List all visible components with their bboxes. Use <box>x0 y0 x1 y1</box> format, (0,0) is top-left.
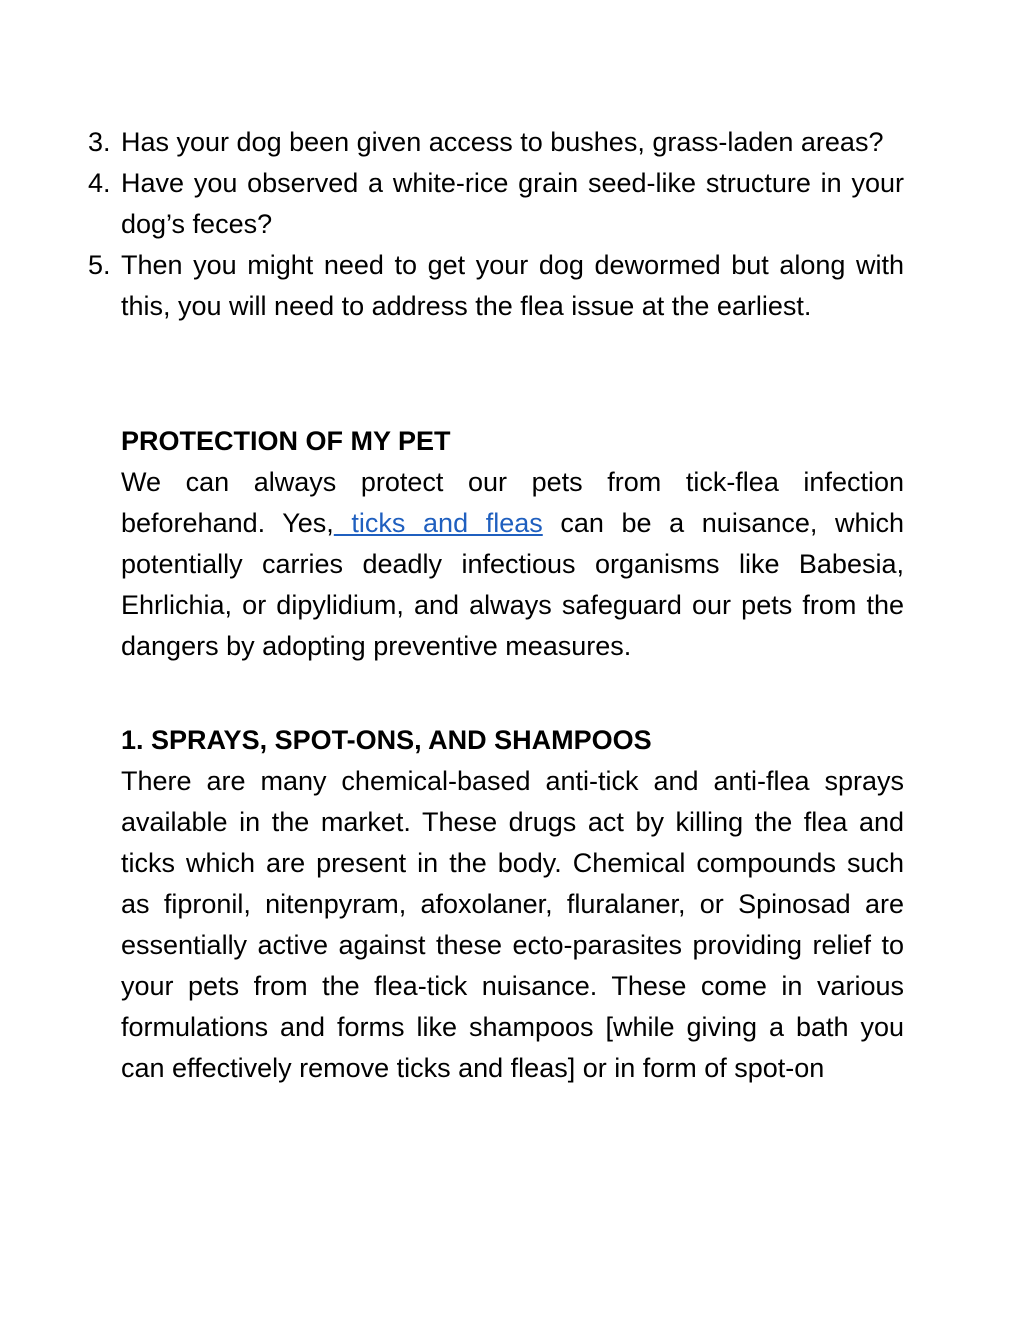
list-number: 3. <box>88 127 111 157</box>
protection-section <box>121 421 904 667</box>
list-item <box>88 245 904 327</box>
sprays-section <box>121 720 904 1089</box>
ticks-and-fleas-link[interactable]: ticks and fleas <box>333 508 543 538</box>
list-item <box>88 163 904 245</box>
list-number: 4. <box>88 168 111 198</box>
list-item-text: Then you might need to get your dog dewormed but along with this, you will need to address the flea issue at the earliest. <box>121 250 904 321</box>
list-item <box>88 122 904 163</box>
protection-text-after-link: can be a nuisance, which potentially carries deadly infectious organisms like Babesia, Ehrlichia, or dipylidium, and always safeguard our pets from the dangers by adopting preventive measures. <box>121 508 905 661</box>
list-item-text: Has your dog been given access to bushes, grass-laden areas? <box>121 127 884 157</box>
protection-heading: PROTECTION OF MY PET <box>121 426 451 456</box>
question-list <box>88 122 904 327</box>
list-item-text: Have you observed a white-rice grain seed-like structure in your dog’s feces? <box>121 168 904 239</box>
list-number: 5. <box>88 250 111 280</box>
sprays-paragraph: There are many chemical-based anti-tick and anti-flea sprays available in the market. These drugs act by killing the flea and ticks which are present in the body. Chemical compounds such as fipronil, nitenpyram, afoxolaner, fluralaner, or Spinosad are essentially active against these ecto-parasites providing relief to your pets from the flea-tick nuisance. These come in various formulations and forms like shampoos [while giving a bath you can effectively remove ticks and fleas] or in form of spot-on <box>121 766 904 1083</box>
sprays-heading: 1. SPRAYS, SPOT-ONS, AND SHAMPOOS <box>121 725 652 755</box>
protection-paragraph <box>121 462 904 667</box>
protection-text-before-link: We can always protect our pets from tick-flea infection beforehand. Yes, <box>121 467 904 538</box>
